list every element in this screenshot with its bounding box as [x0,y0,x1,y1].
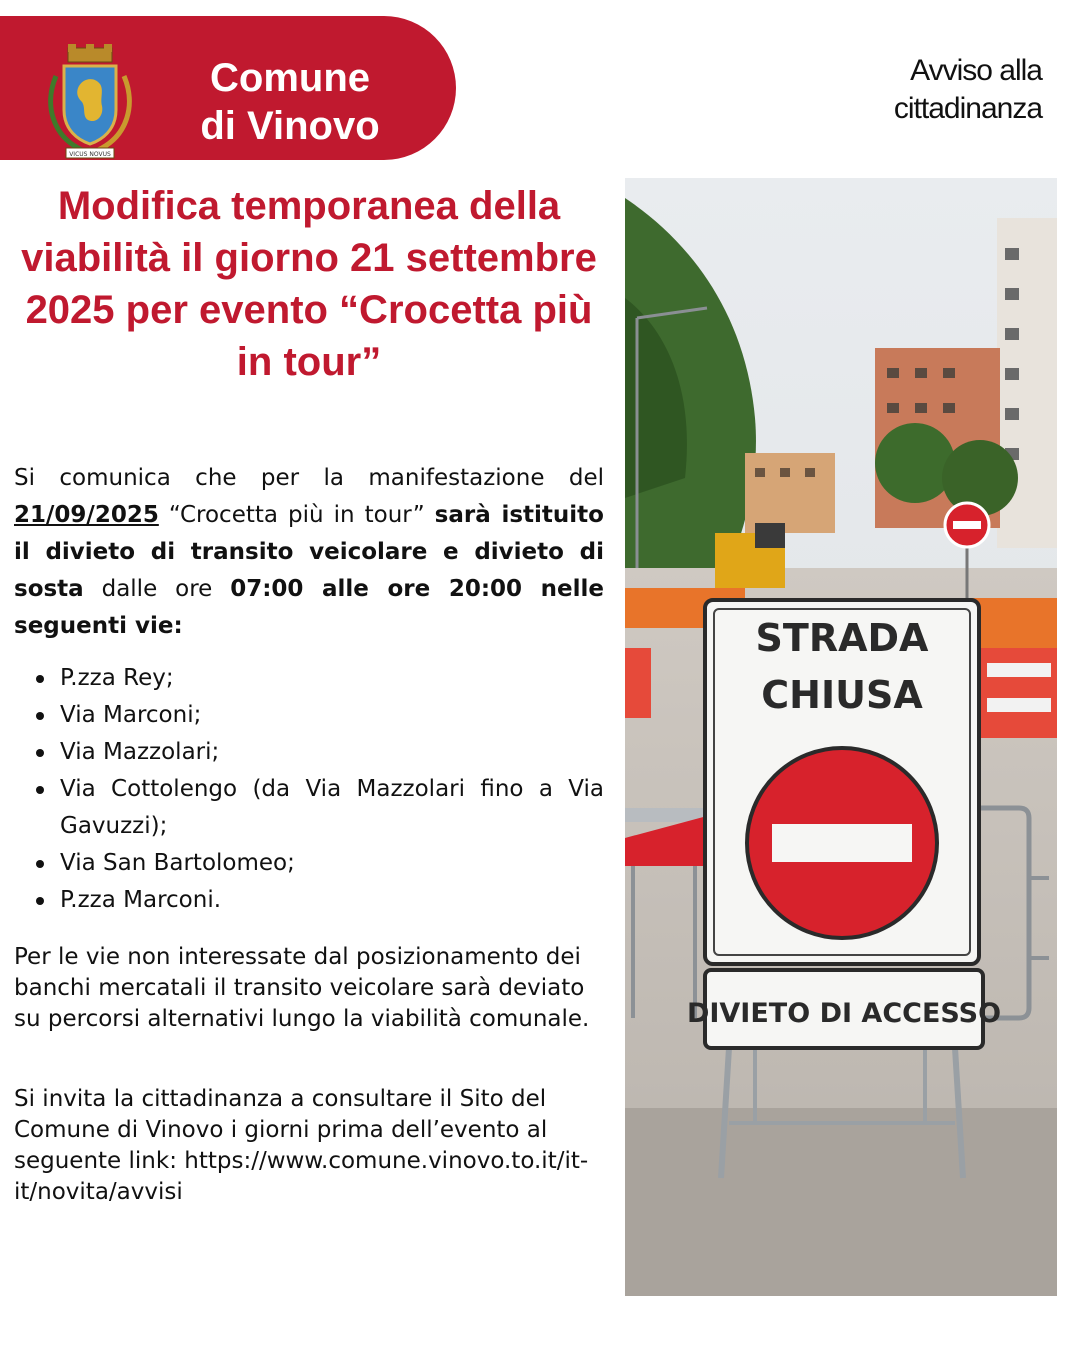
list-item: Via San Bartolomeo; [14,845,604,882]
event-date: 21/09/2025 [14,502,159,528]
comune-name-line2: di Vinovo [200,104,380,148]
comune-name [160,54,420,150]
intro-bold-2: 07:00 alle ore 20:00 nelle seguenti vie: [14,576,604,639]
list-item: P.zza Rey; [14,660,604,697]
intro-text-3: dalle ore [83,576,231,602]
street-list [14,660,604,919]
website-paragraph: Si invita la cittadinanza a consultare il Sito del Comune di Vinovo i giorni prima dell’evento al seguente link: https://www.comune.vinovo.to.it/it-it/novita/avvisi [14,1086,589,1205]
intro-bold-1: sarà istituito il divieto di transito veicolare e divieto di sosta [14,502,604,602]
comune-name-line1: Comune [210,56,370,100]
sign-text-chiusa: CHIUSA [761,673,923,717]
list-item: Via Mazzolari; [14,734,604,771]
list-item: Via Cottolengo (da Via Mazzolari fino a Via Gavuzzi); [14,771,604,845]
intro-text-2: “Crocetta più in tour” [158,502,435,528]
sign-text-strada: STRADA [755,616,929,660]
avviso-line1: Avviso alla [910,54,1042,87]
coat-of-arms-icon [42,44,138,164]
list-item: Via Marconi; [14,697,604,734]
svg-text:VICUS NOVUS: VICUS NOVUS [69,151,111,158]
header-banner [0,16,456,160]
road-closed-photo [625,178,1057,1296]
avviso-line2: cittadinanza [893,92,1042,125]
intro-text-1: Si comunica che per la manifestazione del [14,465,604,491]
avviso-label [782,52,1042,128]
detour-paragraph: Per le vie non interessate dal posizionamento dei banchi mercatali il transito veicolare sarà deviato su percorsi alternativi lungo la viabilità comunale. [14,944,590,1032]
list-item: P.zza Marconi. [14,882,604,919]
sign-text-divieto: DIVIETO DI ACCESSO [686,998,1002,1029]
intro-paragraph [14,460,604,645]
page-title: Modifica temporanea della viabilità il giorno 21 settembre 2025 per evento “Crocetta più in tour” [21,184,597,384]
